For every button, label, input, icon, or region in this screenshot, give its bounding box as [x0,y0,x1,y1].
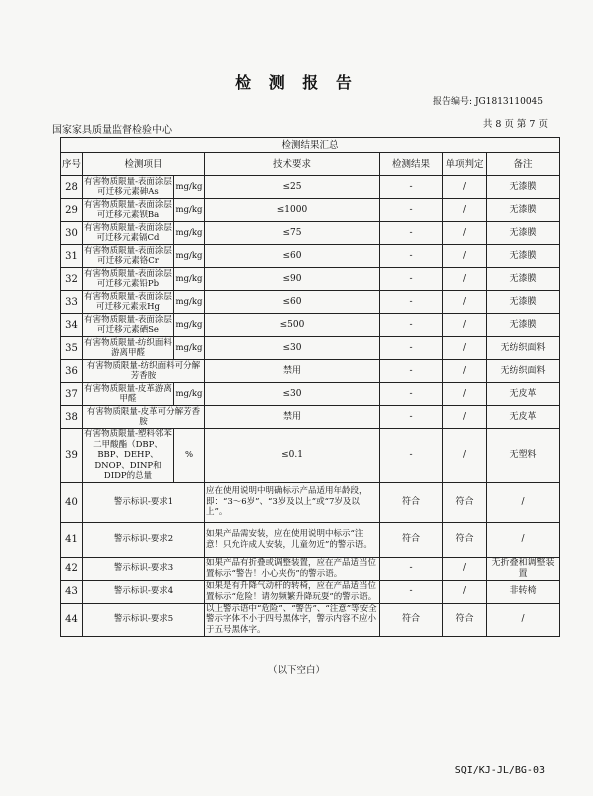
table-row [61,603,560,636]
row-number: 44 [61,603,83,636]
test-result: 符合 [380,603,443,636]
test-result: 符合 [380,522,443,557]
remark: 无漆膜 [487,222,560,245]
table-row [61,406,560,429]
item-name: 有害物质限量-表面涂层可迁移元素汞Hg [84,291,172,312]
remark: 无漆膜 [487,176,560,199]
item-unit: mg/kg [174,176,205,199]
row-number: 30 [61,222,83,245]
row-number: 37 [61,383,83,406]
table-row [61,314,560,337]
test-result: - [380,268,443,291]
test-result: - [380,383,443,406]
col-header-requirement: 技术要求 [205,153,380,176]
judgement: 符合 [443,522,487,557]
item-name: 有害物质限量-表面涂层可迁移元素钡Ba [84,199,172,220]
test-result: - [380,291,443,314]
table-row [61,268,560,291]
col-header-no: 序号 [61,153,83,176]
judgement: / [443,268,487,291]
item-name: 有害物质限量-表面涂层可迁移元素铬Cr [84,245,172,266]
requirement: 如果产品需安装，应在使用说明中标示“注意！只允许成人安装，儿童勿近”的警示语。 [205,522,380,557]
remark: 无漆膜 [487,199,560,222]
requirement: 禁用 [205,360,380,383]
judgement: / [443,314,487,337]
remark: 非转椅 [487,580,560,603]
row-number: 33 [61,291,83,314]
table-row [61,383,560,406]
row-number: 34 [61,314,83,337]
item-name: 有害物质限量-皮革可分解芳香胺 [83,406,205,429]
remark: 无漆膜 [487,268,560,291]
table-row [61,199,560,222]
item-unit: mg/kg [174,291,205,314]
item-name: 警示标识-要求2 [83,522,205,557]
remark: 无漆膜 [487,291,560,314]
requirement: 禁用 [205,406,380,429]
test-result: - [380,557,443,580]
test-result: - [380,580,443,603]
judgement: / [443,360,487,383]
item-name: 有害物质限量-纺织面料游离甲醛 [84,337,172,358]
remark: 无漆膜 [487,245,560,268]
test-result: - [380,429,443,483]
summary-title: 检测结果汇总 [61,138,560,153]
judgement: / [443,337,487,360]
judgement: / [443,199,487,222]
row-number: 40 [61,482,83,522]
results-table [60,137,560,637]
requirement: 以上警示语中“危险”、“警告”、“注意”等安全警示字体不小于四号黑体字，警示内容不应小于五号黑体字。 [205,603,380,636]
test-result: - [380,314,443,337]
judgement: 符合 [443,603,487,636]
judgement: / [443,383,487,406]
report-title: 检 测 报 告 [235,73,358,92]
item-unit: % [174,429,205,483]
item-unit: mg/kg [174,268,205,291]
table-row [61,222,560,245]
judgement: / [443,245,487,268]
row-number: 31 [61,245,83,268]
item-name: 有害物质限量-表面涂层可迁移元素砷As [84,176,172,197]
row-number: 39 [61,429,83,483]
item-name: 有害物质限量-皮革游离甲醛 [84,383,172,404]
remark: 无折叠和调整装置 [487,557,560,580]
requirement: ≤90 [205,268,380,291]
test-result: - [380,406,443,429]
organization-name: 国家家具质量监督检验中心 [52,125,172,136]
test-result: - [380,199,443,222]
judgement: / [443,557,487,580]
table-row [61,337,560,360]
col-header-item: 检测项目 [83,153,205,176]
requirement: ≤0.1 [205,429,380,483]
page-info: 共 8 页 第 7 页 [482,119,548,130]
remark: 无塑料 [487,429,560,483]
judgement: 符合 [443,482,487,522]
requirement: ≤25 [205,176,380,199]
col-header-judgement: 单项判定 [443,153,487,176]
requirement: ≤75 [205,222,380,245]
requirement: ≤30 [205,383,380,406]
table-row [61,522,560,557]
test-result: - [380,222,443,245]
remark: 无皮革 [487,383,560,406]
item-name: 有害物质限量-表面涂层可迁移元素铅Pb [84,268,172,289]
row-number: 29 [61,199,83,222]
judgement: / [443,429,487,483]
row-number: 38 [61,406,83,429]
remark: / [487,603,560,636]
item-name: 警示标识-要求3 [83,557,205,580]
row-number: 41 [61,522,83,557]
col-header-result: 检测结果 [380,153,443,176]
item-name: 警示标识-要求5 [83,603,205,636]
table-row [61,557,560,580]
requirement: ≤60 [205,245,380,268]
row-number: 35 [61,337,83,360]
remark: 无纺织面料 [487,337,560,360]
requirement: ≤500 [205,314,380,337]
table-row [61,360,560,383]
item-unit: mg/kg [174,314,205,337]
item-name: 有害物质限量-纺织面料可分解芳香胺 [83,360,205,383]
item-unit: mg/kg [174,199,205,222]
remark: / [487,482,560,522]
requirement: 如果是有升降气动杆的转椅，应在产品适当位置标示“危险！请勿频繁升降玩耍”的警示语。 [205,580,380,603]
remark: 无皮革 [487,406,560,429]
requirement: ≤60 [205,291,380,314]
item-unit: mg/kg [174,222,205,245]
item-name: 有害物质限量-表面涂层可迁移元素镉Cd [84,222,172,243]
table-row [61,482,560,522]
item-name: 警示标识-要求4 [83,580,205,603]
table-row [61,429,560,483]
remark: / [487,522,560,557]
table-row [61,580,560,603]
table-row [61,245,560,268]
judgement: / [443,406,487,429]
row-number: 36 [61,360,83,383]
item-name: 有害物质限量-表面涂层可迁移元素硒Se [84,314,172,335]
requirement: 如果产品有折叠或调整装置，应在产品适当位置标示“警告！小心夹伤”的警示语。 [205,557,380,580]
table-row [61,176,560,199]
item-unit: mg/kg [174,383,205,406]
test-result: - [380,176,443,199]
item-name: 警示标识-要求1 [83,482,205,522]
judgement: / [443,176,487,199]
judgement: / [443,222,487,245]
table-row [61,291,560,314]
end-note: （以下空白） [267,665,325,676]
report-number: 报告编号: JG1813110045 [433,97,543,107]
test-result: 符合 [380,482,443,522]
remark: 无纺织面料 [487,360,560,383]
requirement: 应在使用说明中明确标示产品适用年龄段，即：“3～6岁”、“3岁及以上”或“7岁及以上”。 [205,482,380,522]
col-header-note: 备注 [487,153,560,176]
remark: 无漆膜 [487,314,560,337]
row-number: 42 [61,557,83,580]
test-result: - [380,360,443,383]
judgement: / [443,291,487,314]
row-number: 32 [61,268,83,291]
item-unit: mg/kg [174,245,205,268]
requirement: ≤30 [205,337,380,360]
judgement: / [443,580,487,603]
requirement: ≤1000 [205,199,380,222]
item-name: 有害物质限量-塑料邻苯二甲酸酯（DBP、BBP、DEHP、DNOP、DINP和DIDP的总量 [84,429,172,481]
row-number: 28 [61,176,83,199]
item-unit: mg/kg [174,337,205,360]
test-result: - [380,337,443,360]
footer-code: SQI/KJ-JL/BG-03 [454,765,545,776]
row-number: 43 [61,580,83,603]
test-result: - [380,245,443,268]
